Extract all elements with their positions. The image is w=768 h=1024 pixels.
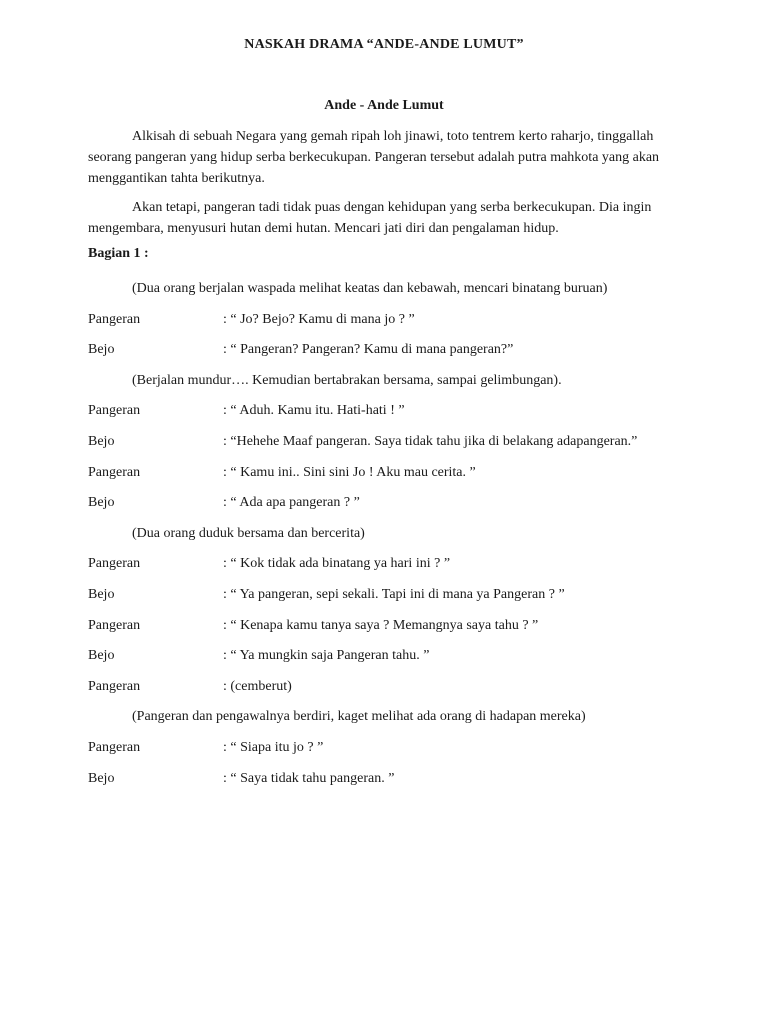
intro-paragraph-2: Akan tetapi, pangeran tadi tidak puas dengan kehidupan yang serba berkecukupan. Dia ingin mengembara, menyusuri hutan demi hutan. Mencari jati diri dan pengalaman hidup. [88,200,652,236]
dialogue-line: : “Hehehe Maaf pangeran. Saya tidak tahu jika di belakang adapangeran.” [223,434,638,449]
stage-direction-text: (Pangeran dan pengawalnya berdiri, kaget melihat ada orang di hadapan mereka) [132,709,586,725]
stage-direction-text: (Dua orang duduk bersama dan bercerita) [132,525,365,541]
dialogue-line: : “ Pangeran? Pangeran? Kamu di mana pangeran?” [223,342,514,358]
stage-direction-text: (Dua orang berjalan waspada melihat keatas dan kebawah, mencari binatang buruan) [132,281,608,296]
dialogue-line: : “ Kok tidak ada binatang ya hari ini ? ” [223,556,451,572]
speaker-name: Pangeran [88,740,141,755]
dialogue-line: : “ Ada apa pangeran ? ” [223,495,360,511]
speaker-name: Pangeran [88,403,141,419]
section-heading: Bagian 1 : [88,246,149,261]
dialogue-line: : “ Aduh. Kamu itu. Hati-hati ! ” [223,403,405,419]
speaker-name: Pangeran [88,617,141,633]
dialogue-line: : “ Kenapa kamu tanya saya ? Memangnya saya tahu ? ” [223,617,539,633]
speaker-name: Pangeran [88,311,141,327]
speaker-name: Bejo [88,587,115,602]
document-title: NASKAH DRAMA “ANDE-ANDE LUMUT” [244,37,524,52]
speaker-name: Bejo [88,648,115,664]
speaker-name: Pangeran [88,678,141,694]
speaker-name: Bejo [88,770,115,786]
intro-paragraph-1: Alkisah di sebuah Negara yang gemah ripah loh jinawi, toto tentrem kerto raharjo, tinggallah seorang pangeran yang hidup serba berkecukupan. Pangeran tersebut adalah putra mahkota yang akan menggantikan tahta berikutnya. [88,129,660,186]
dialogue-line: : “ Saya tidak tahu pangeran. ” [223,770,395,786]
dialogue-line: : “ Siapa itu jo ? ” [223,740,324,755]
dialogue-line: : “ Ya mungkin saja Pangeran tahu. ” [223,648,430,664]
speaker-name: Pangeran [88,556,141,572]
dialogue-line: : “ Kamu ini.. Sini sini Jo ! Aku mau cerita. ” [223,464,476,480]
speaker-name: Bejo [88,495,115,511]
dialogue-line: : “ Ya pangeran, sepi sekali. Tapi ini di mana ya Pangeran ? ” [223,587,565,602]
dialogue-line: : “ Jo? Bejo? Kamu di mana jo ? ” [223,311,415,327]
stage-direction-text: (Berjalan mundur…. Kemudian bertabrakan bersama, sampai gelimbungan). [132,372,562,388]
speaker-name: Bejo [88,434,115,449]
speaker-name: Pangeran [88,464,141,480]
speaker-name: Bejo [88,342,115,358]
document-subtitle: Ande - Ande Lumut [324,98,444,113]
dialogue-line: : (cemberut) [223,678,292,694]
